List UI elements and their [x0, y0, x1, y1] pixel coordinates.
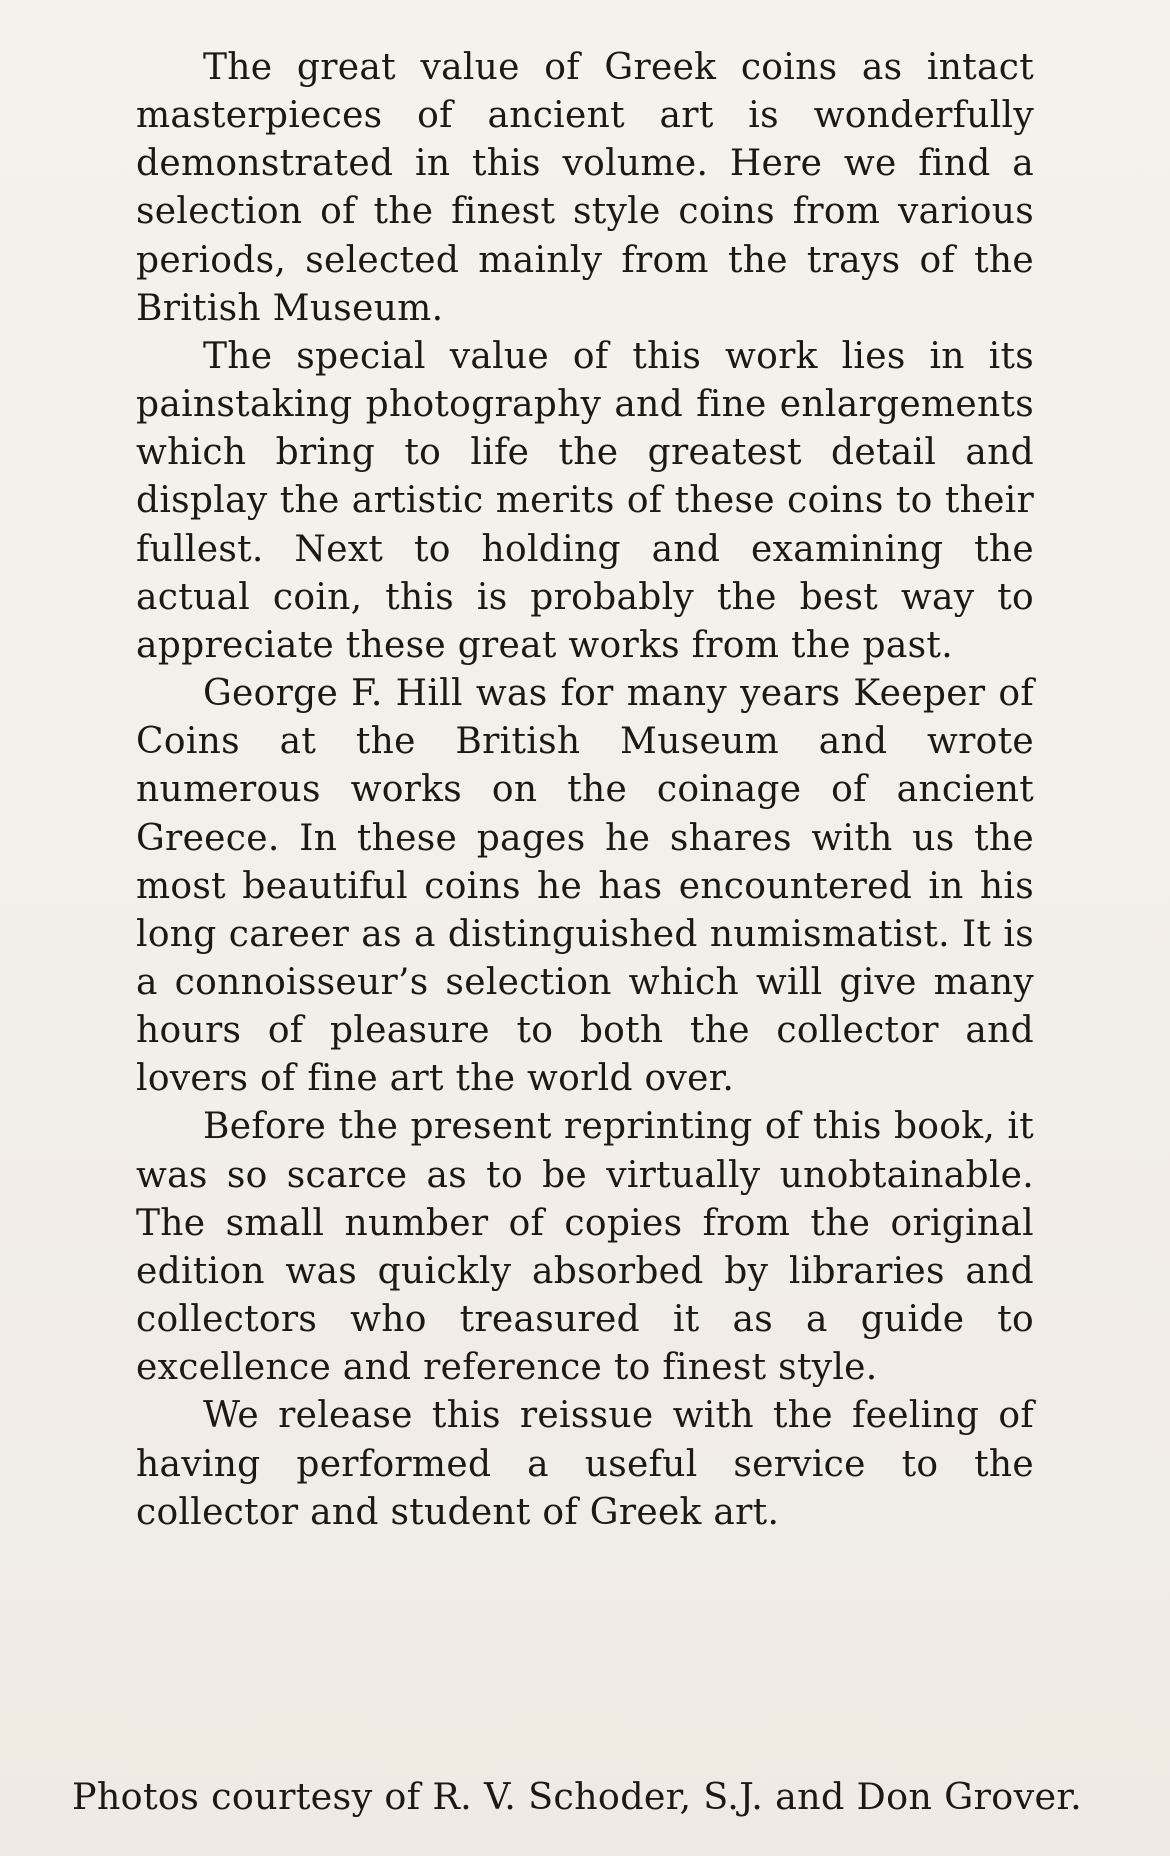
- blurb-paragraph-1: The great value of Greek coins as intact masterpieces of ancient art is wonderfully demonstrated in this volume. Here we find a selection of the finest style coins from various periods, selected mainly from the trays of the British Museum.: [136, 47, 1034, 329]
- blurb-paragraph-5: We release this reissue with the feeling of having performed a useful service to the collector and student of Greek art.: [136, 1395, 1034, 1533]
- blurb-text: [136, 44, 1034, 1537]
- photo-credit: Photos courtesy of R. V. Schoder, S.J. and Don Grover.: [72, 1775, 1083, 1818]
- blurb-paragraph-4: Before the present reprinting of this book, it was so scarce as to be virtually unobtainable. The small number of copies from the original edition was quickly absorbed by libraries and collectors who treasured it as a guide to excellence and reference to finest style.: [136, 1106, 1034, 1389]
- blurb-paragraph-3: George F. Hill was for many years Keeper of Coins at the British Museum and wrote numerous works on the coinage of ancient Greece. In these pages he shares with us the most beautiful coins he has encountered in his long career as a distinguished numismatist. It is a connoisseur’s selection which will give many hours of pleasure to both the collector and lovers of fine art the world over.: [136, 673, 1034, 1100]
- blurb-paragraph-2: The special value of this work lies in its painstaking photography and fine enlargements which bring to life the greatest detail and display the artistic merits of these coins to their fullest. Next to holding and examining the actual coin, this is probably the best way to appreciate these great works from the past.: [136, 335, 1034, 666]
